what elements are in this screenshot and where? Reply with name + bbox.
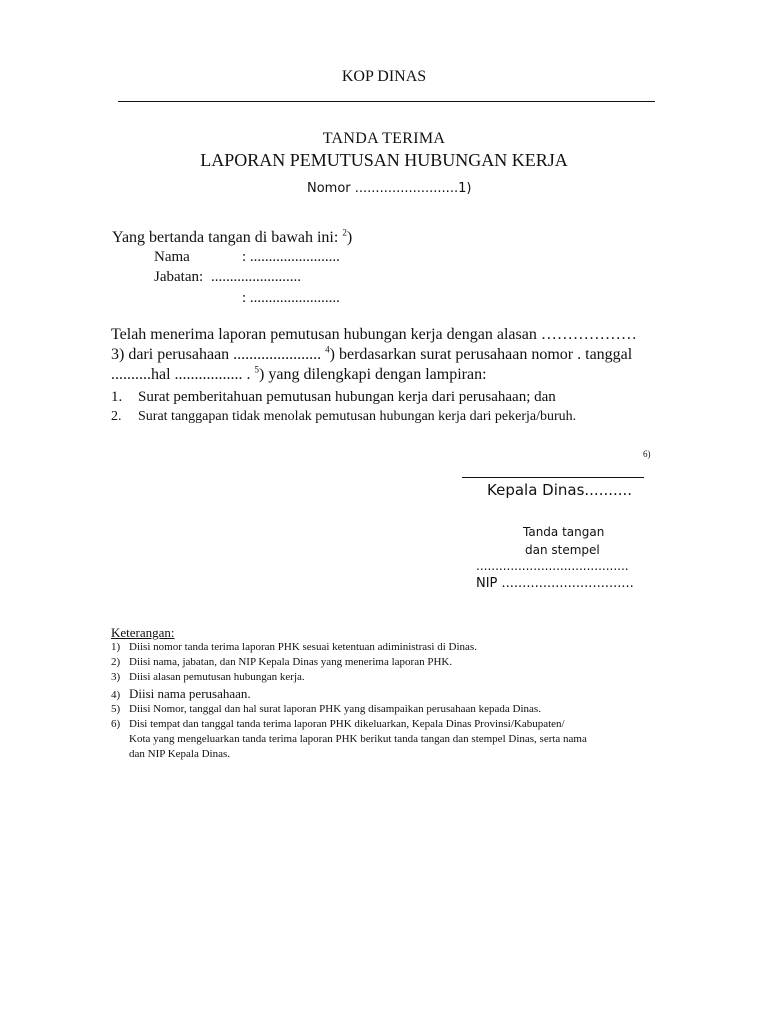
signer-intro-text: Yang bertanda tangan di bawah ini: [112,229,339,246]
signature-line [462,477,644,478]
body-line-3-end: ) yang dilengkapi dengan lampiran: [259,366,487,383]
body-line-2 [111,346,632,364]
keterangan-item [111,671,305,683]
keterangan-number: 2) [111,656,121,668]
keterangan-number: 3) [111,671,121,683]
nip-value-line: : ........................ [242,290,340,306]
keterangan-number: 4) [111,689,121,701]
attachment-text: Surat pemberitahuan pemutusan hubungan kerja dari perusahaan; dan [138,389,556,405]
keterangan-text: Diisi nama perusahaan. [129,686,251,701]
keterangan-text: Disi tempat dan tanggal tanda terima laporan PHK dikeluarkan, Kepala Dinas Provinsi/Kabupaten/ [129,718,565,730]
keterangan-number: 6) [111,718,121,730]
signature-dots: ........................................ [476,559,629,573]
body-line-3-start: ..........hal ................. . [111,366,251,383]
tanda-terima-heading: TANDA TERIMA [322,130,446,147]
document-title: LAPORAN PEMUTUSAN HUBUNGAN KERJA [200,150,568,170]
tanda-tangan-label: Tanda tangan [523,525,605,539]
attachment-item [111,389,556,406]
nomor-line: Nomor .........................1) [307,181,472,196]
keterangan-text: Diisi nama, jabatan, dan NIP Kepala Dinas yang menerima laporan PHK. [129,656,453,668]
footnote-ref-4: 4 [325,344,330,355]
keterangan-number: 1) [111,641,121,653]
nip-line: NIP ................................ [476,576,634,591]
keterangan-heading: Keterangan: [111,625,175,640]
body-line-2-end: ) berdasarkan surat perusahaan nomor . tanggal [329,346,633,363]
attachment-number: 2. [111,409,122,424]
body-line-3 [111,366,487,384]
keterangan-item [111,686,251,702]
stempel-label: dan stempel [525,543,600,557]
keterangan-item [111,641,477,653]
jabatan-label: Jabatan: [154,269,204,285]
keterangan-item-6-line-2: Kota yang mengeluarkan tanda terima laporan PHK berikut tanda tangan dan stempel Dinas, serta nama [129,733,587,745]
keterangan-text: Diisi nomor tanda terima laporan PHK sesuai ketentuan adiministrasi di Dinas. [129,641,477,653]
attachment-number: 1. [111,389,123,405]
keterangan-item [111,718,565,730]
nama-value: : ........................ [242,249,340,265]
keterangan-text: Diisi Nomor, tanggal dan hal surat laporan PHK yang disampaikan perusahaan kepada Dinas. [129,703,541,715]
signer-intro: Yang bertanda tangan di bawah ini: $^2$) [112,227,353,246]
nama-label: Nama [154,249,190,265]
keterangan-number: 5) [111,703,121,715]
kop-dinas-title: KOP DINAS [341,68,427,85]
keterangan-item [111,703,541,715]
attachment-text: Surat tanggapan tidak menolak pemutusan hubungan kerja dari pekerja/buruh. [138,409,577,424]
kepala-dinas-label: Kepala Dinas.......... [487,481,633,499]
attachment-item [111,409,576,425]
keterangan-item-6-line-3: dan NIP Kepala Dinas. [129,748,231,760]
footnote-ref-6: 6) [643,449,651,459]
footnote-ref-2: 2 [342,227,347,238]
jabatan-value: ........................ [211,269,301,285]
body-line-2-start: 3) dari perusahaan ...................... [111,346,322,363]
footnote-ref-5: 5 [254,364,260,375]
keterangan-item [111,656,452,668]
body-line-1: Telah menerima laporan pemutusan hubungan kerja dengan alasan ……………… [111,326,637,343]
keterangan-text: Diisi alasan pemutusan hubungan kerja. [129,671,305,683]
header-rule [118,101,655,102]
